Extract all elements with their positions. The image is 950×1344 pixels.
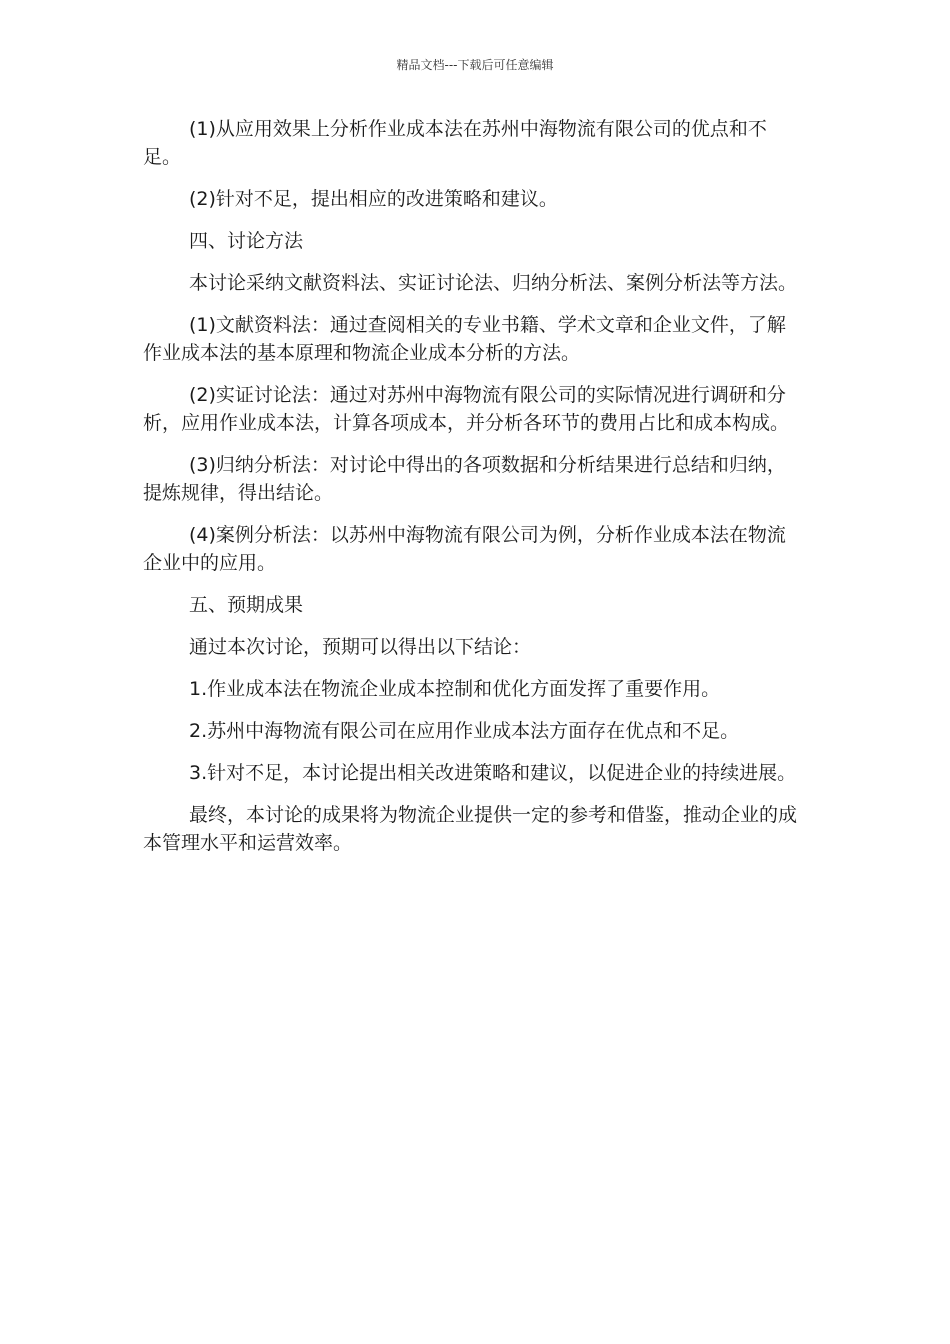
page-header: 精品文档---下载后可任意编辑 xyxy=(396,58,554,72)
paragraph-method-inductive: (3)归纳分析法：对讨论中得出的各项数据和分析结果进行总结和归纳，提炼规律，得出结论。 xyxy=(143,454,786,504)
document-body xyxy=(143,115,803,871)
paragraph-outcome-3: 3.针对不足，本讨论提出相关改进策略和建议，以促进企业的持续进展。 xyxy=(189,762,797,784)
section-heading-methods: 四、讨论方法 xyxy=(189,230,304,252)
paragraph-outcome-1: 1.作业成本法在物流企业成本控制和优化方面发挥了重要作用。 xyxy=(189,678,721,700)
paragraph-method-literature: (1)文献资料法：通过查阅相关的专业书籍、学术文章和企业文件，了解作业成本法的基本原理和物流企业成本分析的方法。 xyxy=(143,314,786,364)
paragraph-result-2: (2)针对不足，提出相应的改进策略和建议。 xyxy=(189,188,558,210)
paragraph-result-1: (1)从应用效果上分析作业成本法在苏州中海物流有限公司的优点和不足。 xyxy=(143,118,767,168)
paragraph-conclusion: 最终，本讨论的成果将为物流企业提供一定的参考和借鉴，推动企业的成本管理水平和运营效率。 xyxy=(143,804,798,854)
section-heading-outcomes: 五、预期成果 xyxy=(189,594,304,616)
paragraph-outcome-2: 2.苏州中海物流有限公司在应用作业成本法方面存在优点和不足。 xyxy=(189,720,740,742)
paragraph-methods-intro: 本讨论采纳文献资料法、实证讨论法、归纳分析法、案例分析法等方法。 xyxy=(189,272,798,294)
paragraph-outcomes-intro: 通过本次讨论，预期可以得出以下结论： xyxy=(189,636,532,658)
paragraph-method-empirical: (2)实证讨论法：通过对苏州中海物流有限公司的实际情况进行调研和分析，应用作业成本法，计算各项成本，并分析各环节的费用占比和成本构成。 xyxy=(143,384,790,434)
paragraph-method-case: (4)案例分析法：以苏州中海物流有限公司为例，分析作业成本法在物流企业中的应用。 xyxy=(143,524,786,574)
